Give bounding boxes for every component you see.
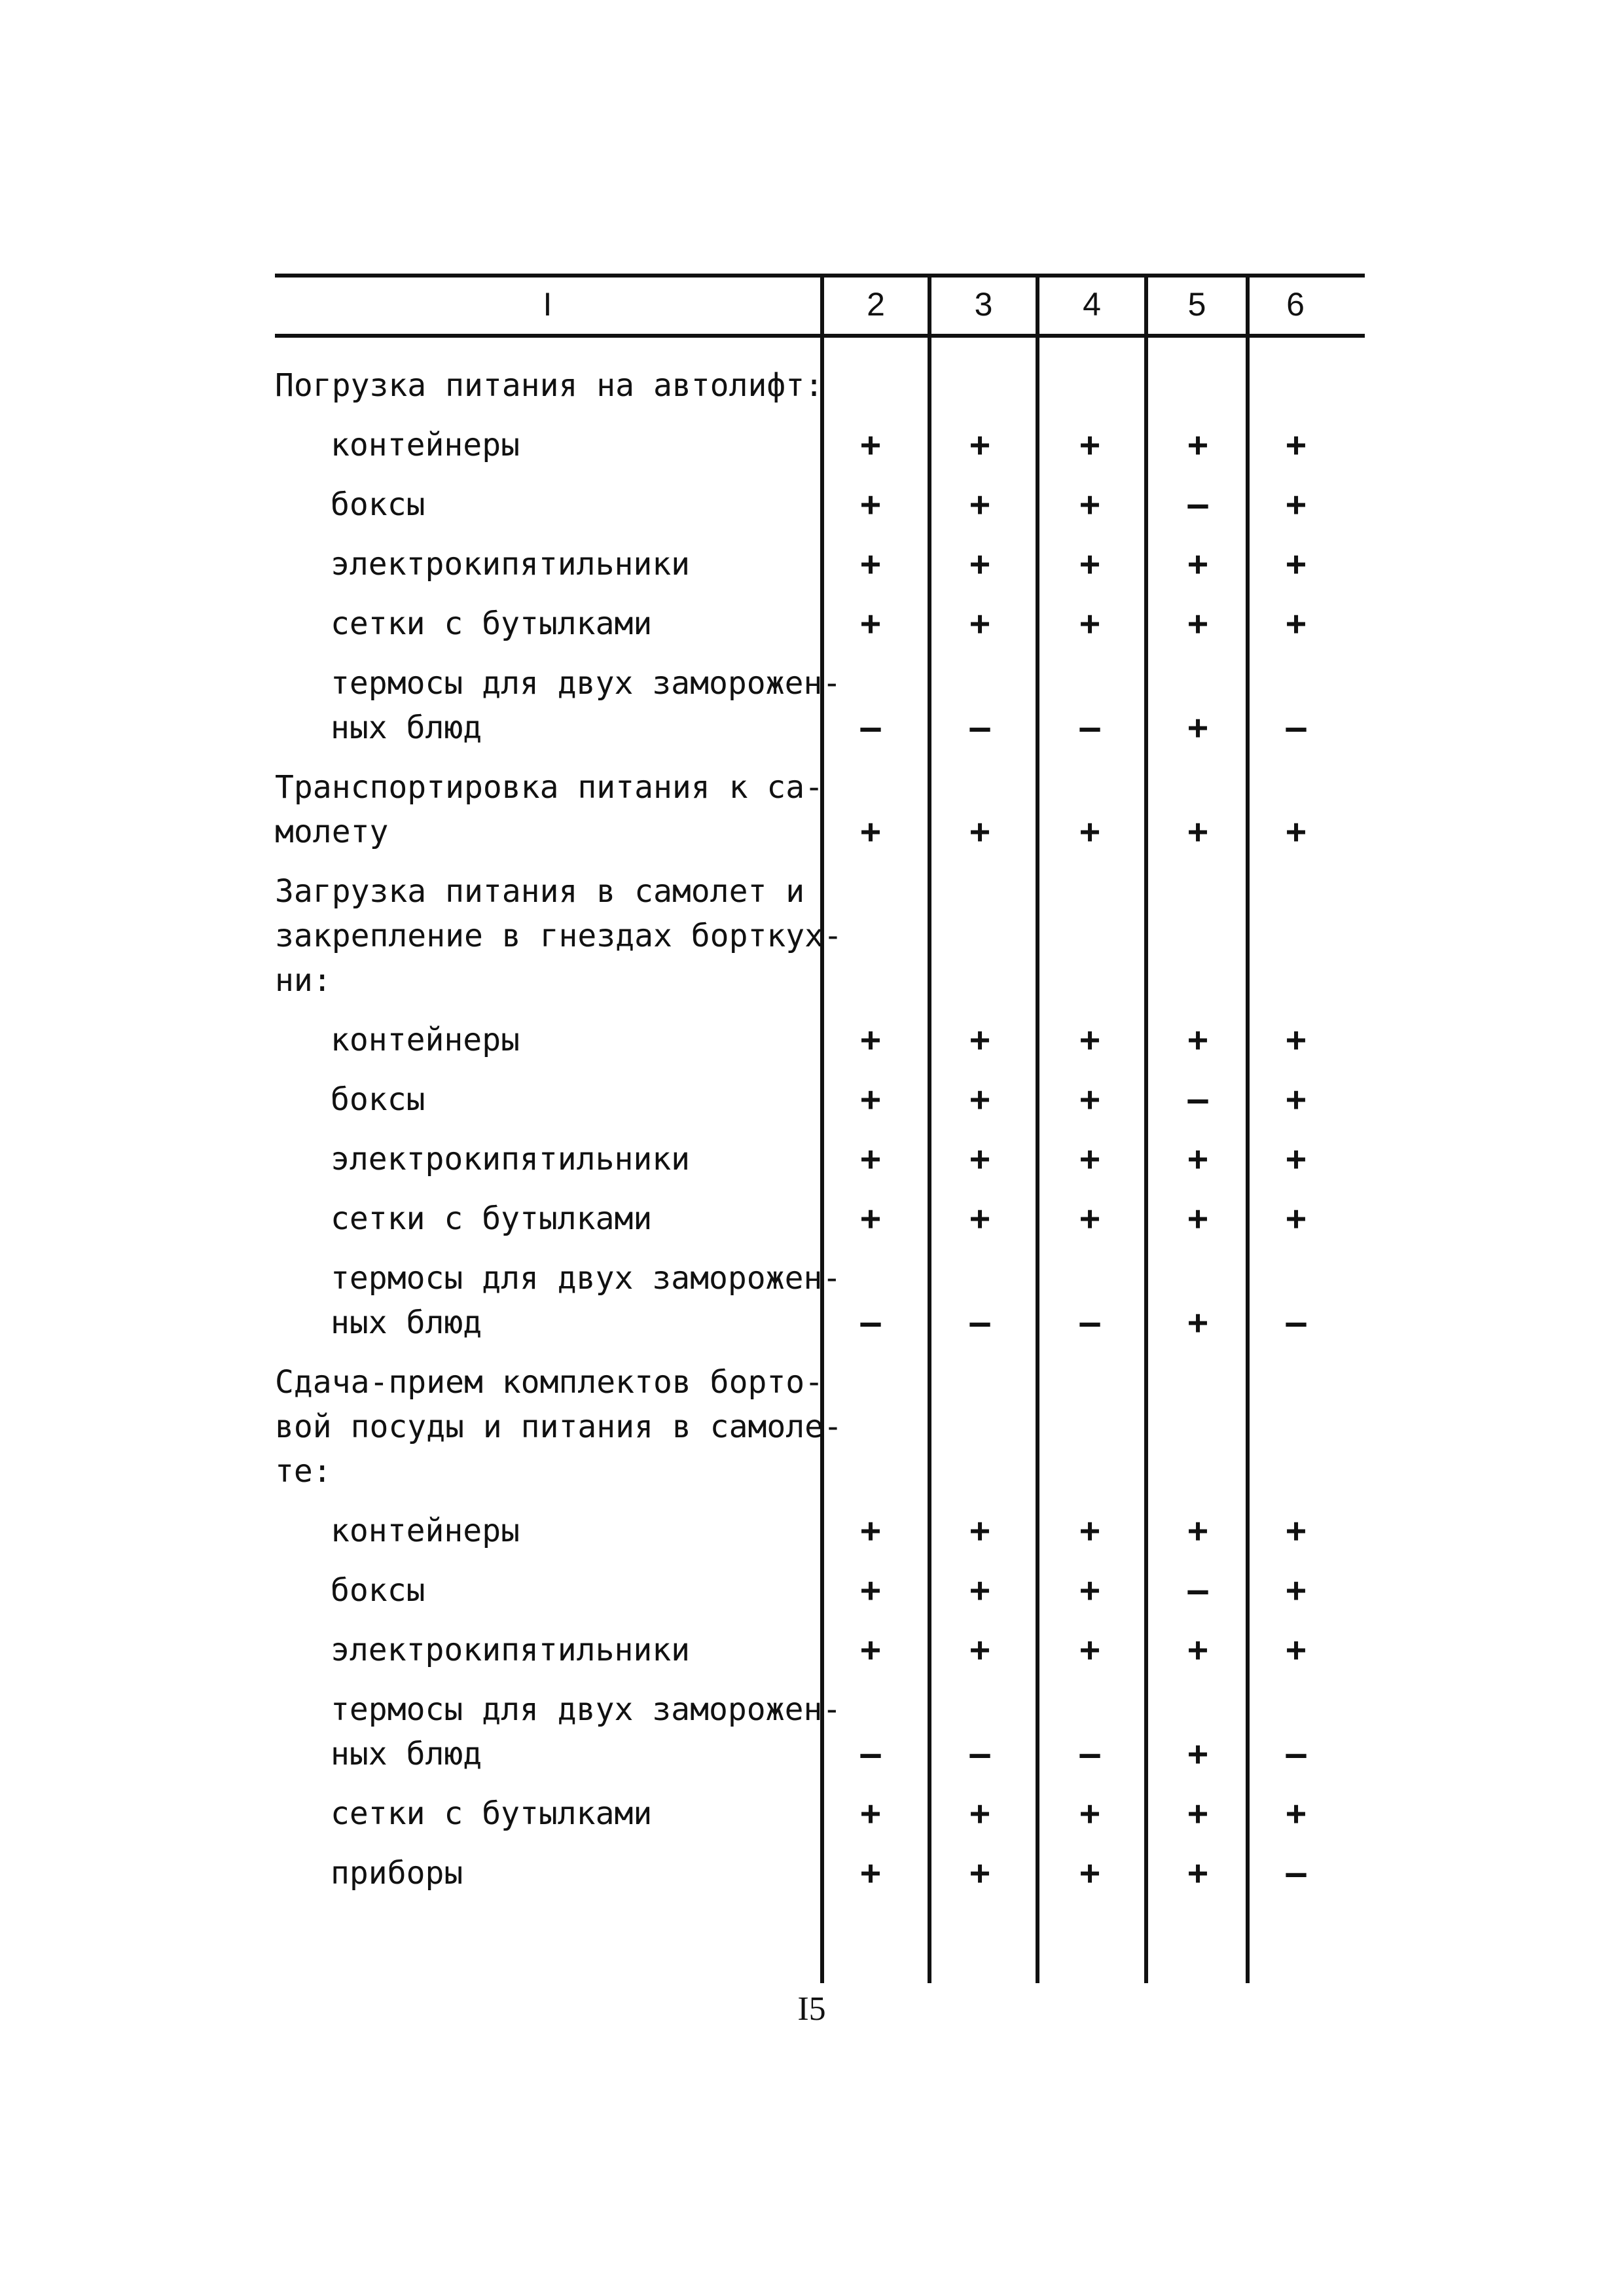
cell-mark: + — [969, 1854, 990, 1893]
cell-mark: + — [1187, 1511, 1208, 1551]
row-label: термосы для двух заморожен- — [331, 665, 842, 702]
cell-mark: – — [969, 1734, 990, 1774]
cell-mark: + — [1187, 708, 1208, 747]
cell-mark: + — [969, 425, 990, 465]
cell-mark: + — [969, 485, 990, 524]
row-label: Погрузка питания на автолифт: — [275, 367, 824, 404]
cell-mark: + — [1286, 1511, 1307, 1551]
cell-mark: + — [1187, 1734, 1208, 1774]
column-header-5: 5 — [1187, 286, 1206, 323]
row-label: Сдача-прием комплектов борто- — [275, 1364, 824, 1401]
cell-mark: – — [1079, 708, 1100, 747]
cell-mark: + — [1079, 545, 1100, 584]
cell-mark: + — [1079, 1854, 1100, 1893]
cell-mark: + — [1079, 425, 1100, 465]
cell-mark: + — [969, 1571, 990, 1610]
row-label: электрокипятильники — [331, 1141, 691, 1177]
row-label: закрепление в гнездах борткух- — [275, 918, 842, 954]
cell-mark: – — [860, 1734, 881, 1774]
row-label: контейнеры — [331, 1022, 520, 1058]
row-label: молету — [275, 814, 389, 850]
row-label: ных блюд — [331, 709, 482, 746]
cell-mark: – — [1286, 1734, 1307, 1774]
cell-mark: + — [1079, 1511, 1100, 1551]
row-label: ни: — [275, 962, 332, 999]
cell-mark: – — [1079, 1734, 1100, 1774]
cell-mark: + — [1187, 1630, 1208, 1670]
cell-mark: + — [860, 1020, 881, 1060]
cell-mark: + — [1286, 1080, 1307, 1119]
cell-mark: + — [1286, 425, 1307, 465]
row-label: боксы — [331, 486, 425, 523]
cell-mark: + — [1079, 1571, 1100, 1610]
cell-mark: + — [1286, 1630, 1307, 1670]
cell-mark: + — [969, 545, 990, 584]
row-label: термосы для двух заморожен- — [331, 1691, 842, 1728]
row-label: ных блюд — [331, 1736, 482, 1772]
cell-mark: + — [860, 604, 881, 643]
cell-mark: – — [860, 1303, 881, 1342]
cell-mark: + — [969, 604, 990, 643]
cell-mark: + — [1079, 1630, 1100, 1670]
cell-mark: + — [1187, 604, 1208, 643]
row-label: ных блюд — [331, 1304, 482, 1341]
cell-mark: + — [860, 1571, 881, 1610]
cell-mark: – — [969, 708, 990, 747]
cell-mark: + — [969, 1794, 990, 1833]
column-divider — [1246, 275, 1250, 1983]
cell-mark: + — [1286, 1571, 1307, 1610]
row-label: контейнеры — [331, 1513, 520, 1549]
cell-mark: + — [1286, 1199, 1307, 1238]
column-header-3: 3 — [974, 286, 993, 323]
cell-mark: + — [1187, 1020, 1208, 1060]
cell-mark: + — [860, 1139, 881, 1179]
cell-mark: + — [1286, 812, 1307, 852]
cell-mark: – — [1187, 485, 1208, 524]
column-header-6: 6 — [1286, 286, 1305, 323]
cell-mark: + — [1286, 1139, 1307, 1179]
cell-mark: + — [1286, 604, 1307, 643]
column-divider — [928, 275, 931, 1983]
cell-mark: + — [1286, 1020, 1307, 1060]
cell-mark: + — [1187, 812, 1208, 852]
cell-mark: + — [1187, 1794, 1208, 1833]
column-divider — [1144, 275, 1148, 1983]
cell-mark: + — [969, 1630, 990, 1670]
column-header-2: 2 — [867, 286, 885, 323]
cell-mark: – — [1286, 1303, 1307, 1342]
row-label: сетки с бутылками — [331, 605, 653, 642]
cell-mark: + — [860, 1854, 881, 1893]
cell-mark: + — [1079, 1794, 1100, 1833]
cell-mark: + — [969, 1080, 990, 1119]
row-label: приборы — [331, 1855, 463, 1892]
cell-mark: + — [1079, 1139, 1100, 1179]
cell-mark: + — [860, 1511, 881, 1551]
column-divider — [1036, 275, 1039, 1983]
cell-mark: – — [1286, 708, 1307, 747]
row-label: электрокипятильники — [331, 546, 691, 583]
row-label: термосы для двух заморожен- — [331, 1260, 842, 1297]
cell-mark: + — [860, 485, 881, 524]
cell-mark: – — [969, 1303, 990, 1342]
cell-mark: + — [1286, 485, 1307, 524]
cell-mark: + — [860, 425, 881, 465]
cell-mark: – — [1286, 1854, 1307, 1893]
row-label: боксы — [331, 1081, 425, 1118]
cell-mark: + — [1079, 1080, 1100, 1119]
cell-mark: + — [1187, 1199, 1208, 1238]
cell-mark: + — [969, 1199, 990, 1238]
cell-mark: – — [860, 708, 881, 747]
cell-mark: + — [1079, 485, 1100, 524]
cell-mark: – — [1187, 1571, 1208, 1610]
cell-mark: + — [1079, 812, 1100, 852]
cell-mark: + — [969, 1511, 990, 1551]
column-header-4: 4 — [1083, 286, 1101, 323]
cell-mark: + — [860, 1199, 881, 1238]
row-label: боксы — [331, 1572, 425, 1609]
cell-mark: + — [1187, 1303, 1208, 1342]
cell-mark: + — [1079, 1020, 1100, 1060]
cell-mark: + — [1286, 545, 1307, 584]
cell-mark: + — [860, 1630, 881, 1670]
cell-mark: – — [1187, 1080, 1208, 1119]
cell-mark: + — [1187, 1854, 1208, 1893]
row-label: контейнеры — [331, 427, 520, 463]
cell-mark: + — [969, 1139, 990, 1179]
cell-mark: + — [1187, 425, 1208, 465]
cell-mark: + — [860, 1794, 881, 1833]
cell-mark: + — [969, 812, 990, 852]
cell-mark: + — [1079, 1199, 1100, 1238]
column-header-1: I — [543, 286, 552, 323]
cell-mark: + — [860, 812, 881, 852]
row-label: Загрузка питания в самолет и — [275, 873, 805, 910]
cell-mark: + — [1079, 604, 1100, 643]
cell-mark: – — [1079, 1303, 1100, 1342]
cell-mark: + — [1187, 1139, 1208, 1179]
row-label: Транспортировка питания к са- — [275, 769, 824, 806]
row-label: сетки с бутылками — [331, 1200, 653, 1237]
page-number: I5 — [797, 1990, 826, 2028]
cell-mark: + — [1286, 1794, 1307, 1833]
row-label: сетки с бутылками — [331, 1795, 653, 1832]
cell-mark: + — [860, 1080, 881, 1119]
row-label: вой посуды и питания в самоле- — [275, 1408, 842, 1445]
cell-mark: + — [860, 545, 881, 584]
row-label: электрокипятильники — [331, 1632, 691, 1668]
cell-mark: + — [969, 1020, 990, 1060]
row-label: те: — [275, 1453, 332, 1490]
cell-mark: + — [1187, 545, 1208, 584]
